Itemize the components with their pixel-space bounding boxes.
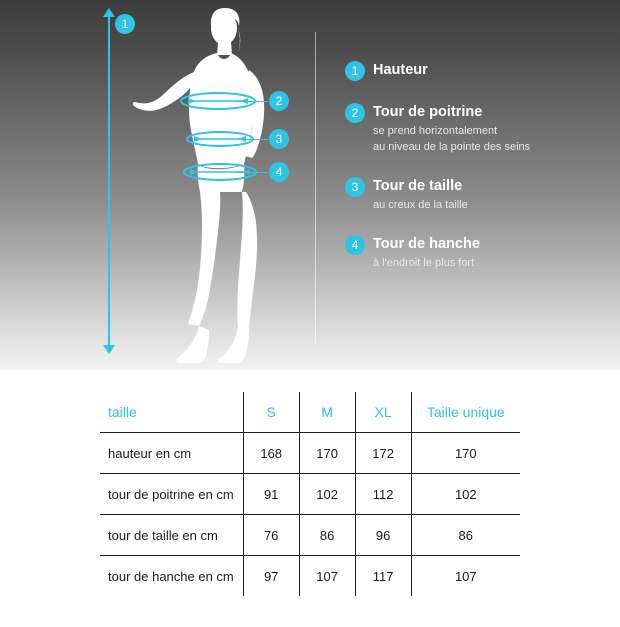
size-table xyxy=(100,392,520,596)
row-label-hanche: tour de hanche en cm xyxy=(100,556,243,597)
leader-line-hip xyxy=(236,172,268,173)
legend-badge-4: 4 xyxy=(345,235,365,255)
header-taille: taille xyxy=(100,392,243,433)
height-rule-bottom-arrow-icon xyxy=(103,345,115,354)
height-rule-line xyxy=(108,14,110,352)
cell-hauteur-xl: 172 xyxy=(355,433,411,474)
header-m: M xyxy=(299,392,355,433)
cell-hanche-unique: 107 xyxy=(411,556,520,597)
row-label-hauteur: hauteur en cm xyxy=(100,433,243,474)
leader-line-bust xyxy=(238,101,268,102)
marker-badge-4: 4 xyxy=(269,162,289,182)
cell-taille-xl: 96 xyxy=(355,515,411,556)
header-xl: XL xyxy=(355,392,411,433)
row-label-poitrine: tour de poitrine en cm xyxy=(100,474,243,515)
measurement-legend xyxy=(345,60,605,292)
legend-badge-3: 3 xyxy=(345,177,365,197)
legend-sub-poitrine-line1: se prend horizontalement xyxy=(373,125,498,137)
table-row xyxy=(100,515,520,556)
size-table-body xyxy=(100,433,520,597)
header-s: S xyxy=(243,392,299,433)
legend-title-tour-de-poitrine: Tour de poitrine xyxy=(373,104,483,120)
legend-title-tour-de-hanche: Tour de hanche xyxy=(373,236,480,252)
table-row xyxy=(100,474,520,515)
cell-poitrine-s: 91 xyxy=(243,474,299,515)
cell-taille-s: 76 xyxy=(243,515,299,556)
legend-badge-2: 2 xyxy=(345,103,365,123)
legend-title-hauteur: Hauteur xyxy=(373,62,428,78)
table-header-row xyxy=(100,392,520,433)
legend-sub-hanche-line1: à l'endroit le plus fort xyxy=(373,257,475,269)
legend-item-tour-de-taille xyxy=(345,176,605,212)
cell-poitrine-m: 102 xyxy=(299,474,355,515)
cell-poitrine-xl: 112 xyxy=(355,474,411,515)
table-row xyxy=(100,556,520,597)
legend-sub-poitrine-line2: au niveau de la pointe des seins xyxy=(373,141,531,153)
measurement-ellipses xyxy=(118,6,308,366)
cell-poitrine-unique: 102 xyxy=(411,474,520,515)
marker-badge-1: 1 xyxy=(115,14,135,34)
legend-item-tour-de-hanche xyxy=(345,234,605,270)
size-table-panel xyxy=(0,370,620,627)
table-row xyxy=(100,433,520,474)
cell-hauteur-m: 170 xyxy=(299,433,355,474)
cell-hauteur-s: 168 xyxy=(243,433,299,474)
legend-sub-taille-line1: au creux de la taille xyxy=(373,199,468,211)
legend-item-hauteur xyxy=(345,60,605,80)
cell-hanche-m: 107 xyxy=(299,556,355,597)
cell-hanche-s: 97 xyxy=(243,556,299,597)
legend-badge-1: 1 xyxy=(345,61,365,81)
cell-taille-unique: 86 xyxy=(411,515,520,556)
cell-taille-m: 86 xyxy=(299,515,355,556)
row-label-taille: tour de taille en cm xyxy=(100,515,243,556)
panel-divider xyxy=(315,32,316,344)
cell-hauteur-unique: 170 xyxy=(411,433,520,474)
marker-badge-3: 3 xyxy=(269,129,289,149)
leader-line-waist xyxy=(238,139,268,140)
header-taille-unique: Taille unique xyxy=(411,392,520,433)
cell-hanche-xl: 117 xyxy=(355,556,411,597)
legend-item-tour-de-poitrine xyxy=(345,102,605,154)
marker-badge-2: 2 xyxy=(269,91,289,111)
legend-title-tour-de-taille: Tour de taille xyxy=(373,178,463,194)
size-table-head xyxy=(100,392,520,433)
